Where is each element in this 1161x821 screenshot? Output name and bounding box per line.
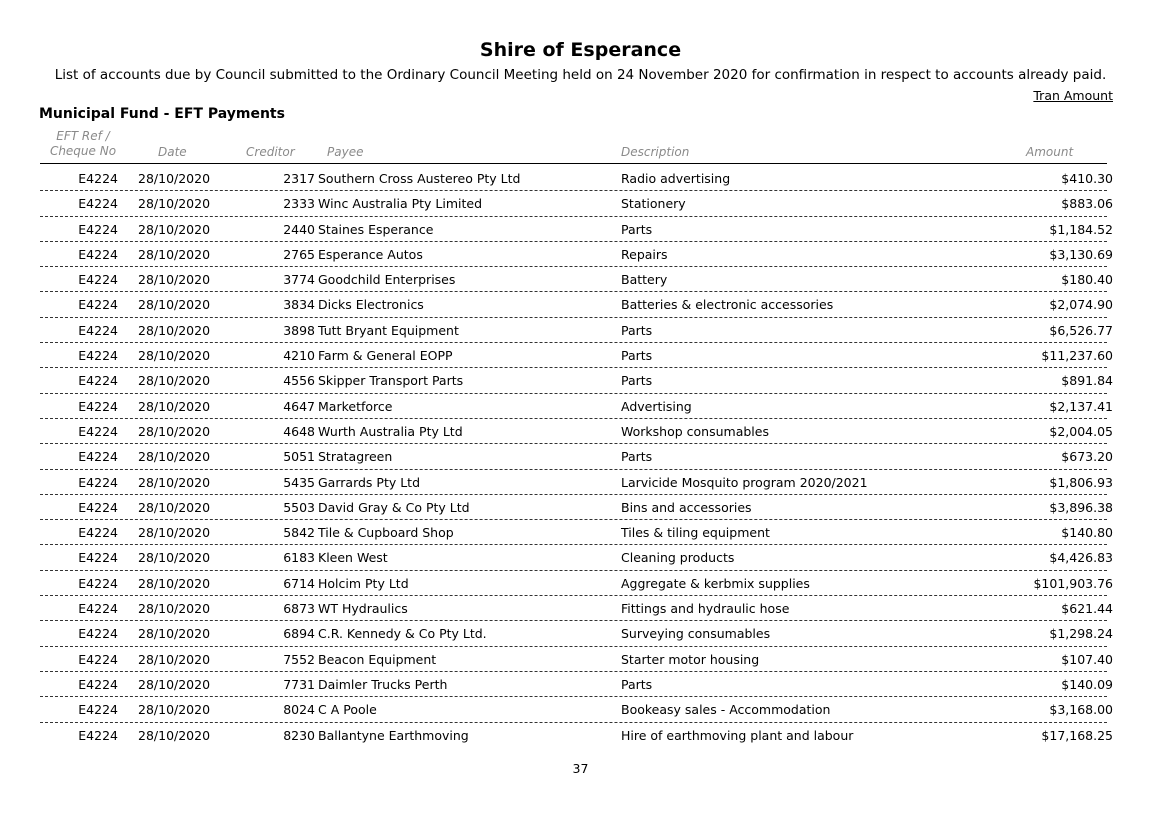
page-title: Shire of Esperance — [479, 39, 682, 61]
row-ref: E4224 — [78, 297, 118, 313]
row-payee: Farm & General EOPP — [318, 348, 453, 364]
table-row — [40, 470, 1114, 495]
row-ref: E4224 — [78, 575, 118, 591]
table-row — [40, 495, 1114, 520]
row-description: Batteries & electronic accessories — [621, 297, 834, 313]
row-creditor: 5051 — [283, 449, 315, 465]
row-date: 28/10/2020 — [138, 246, 211, 262]
row-ref: E4224 — [78, 272, 118, 288]
row-creditor: 6873 — [283, 601, 315, 617]
row-payee: Stratagreen — [318, 449, 393, 465]
row-date: 28/10/2020 — [138, 196, 211, 212]
row-description: Bins and accessories — [621, 499, 752, 515]
table-row — [40, 723, 1114, 748]
row-creditor: 4648 — [283, 423, 315, 439]
row-creditor: 5842 — [283, 525, 315, 541]
row-creditor: 8024 — [283, 702, 315, 718]
row-amount: $1,806.93 — [1049, 474, 1113, 490]
table-row — [40, 672, 1114, 697]
row-amount: $1,184.52 — [1049, 221, 1113, 237]
row-date: 28/10/2020 — [138, 474, 211, 490]
table-row — [40, 444, 1114, 469]
row-date: 28/10/2020 — [138, 651, 211, 667]
table-row — [40, 292, 1114, 317]
row-ref: E4224 — [78, 423, 118, 439]
row-date: 28/10/2020 — [138, 221, 211, 237]
table-row — [40, 343, 1114, 368]
row-date: 28/10/2020 — [138, 499, 211, 515]
row-creditor: 4647 — [283, 398, 315, 414]
row-amount: $1,298.24 — [1049, 626, 1113, 642]
row-description: Starter motor housing — [621, 651, 760, 667]
row-amount: $180.40 — [1061, 272, 1113, 288]
row-date: 28/10/2020 — [138, 322, 211, 338]
row-description: Surveying consumables — [621, 626, 771, 642]
table-row — [40, 647, 1114, 672]
row-payee: Tutt Bryant Equipment — [318, 322, 459, 338]
row-ref: E4224 — [78, 651, 118, 667]
row-amount: $4,426.83 — [1049, 550, 1113, 566]
row-date: 28/10/2020 — [138, 171, 211, 186]
row-ref: E4224 — [78, 550, 118, 566]
row-description: Cleaning products — [621, 550, 735, 566]
row-payee: Tile & Cupboard Shop — [318, 525, 454, 541]
row-amount: $883.06 — [1061, 196, 1113, 212]
row-description: Parts — [621, 322, 653, 338]
row-payee: C.R. Kennedy & Co Pty Ltd. — [318, 626, 487, 642]
row-creditor: 5503 — [283, 499, 315, 515]
row-creditor: 6714 — [283, 575, 315, 591]
row-payee: Beacon Equipment — [318, 651, 437, 667]
row-amount: $101,903.76 — [1033, 575, 1113, 591]
row-amount: $410.30 — [1061, 171, 1113, 186]
row-date: 28/10/2020 — [138, 575, 211, 591]
table-row — [40, 596, 1114, 621]
row-creditor: 4210 — [283, 348, 315, 364]
table-row — [40, 166, 1114, 191]
row-amount: $3,168.00 — [1049, 702, 1113, 718]
row-payee: Skipper Transport Parts — [318, 373, 464, 389]
column-header-date: Date — [158, 145, 187, 159]
payments-table-body — [40, 166, 1114, 748]
row-description: Parts — [621, 348, 653, 364]
row-ref: E4224 — [78, 373, 118, 389]
row-date: 28/10/2020 — [138, 348, 211, 364]
row-ref: E4224 — [78, 171, 118, 186]
row-payee: Kleen West — [318, 550, 388, 566]
row-payee: Winc Australia Pty Limited — [318, 196, 483, 212]
row-payee: David Gray & Co Pty Ltd — [318, 499, 470, 515]
row-date: 28/10/2020 — [138, 297, 211, 313]
column-header-creditor: Creditor — [246, 145, 295, 159]
row-date: 28/10/2020 — [138, 449, 211, 465]
row-description: Radio advertising — [621, 171, 731, 186]
row-creditor: 2440 — [283, 221, 315, 237]
row-payee: Daimler Trucks Perth — [318, 676, 448, 692]
row-creditor: 7552 — [283, 651, 315, 667]
column-header-ref — [40, 129, 126, 159]
tran-amount-label: Tran Amount — [1033, 88, 1113, 103]
row-description: Workshop consumables — [621, 423, 769, 439]
row-payee: Wurth Australia Pty Ltd — [318, 423, 463, 439]
row-amount: $2,074.90 — [1049, 297, 1113, 313]
row-date: 28/10/2020 — [138, 727, 211, 743]
row-ref: E4224 — [78, 727, 118, 743]
row-creditor: 2317 — [283, 171, 315, 186]
row-payee: Marketforce — [318, 398, 393, 414]
row-description: Tiles & tiling equipment — [621, 525, 770, 541]
row-description: Parts — [621, 373, 653, 389]
row-date: 28/10/2020 — [138, 676, 211, 692]
row-payee: Southern Cross Austereo Pty Ltd — [318, 171, 521, 186]
row-description: Advertising — [621, 398, 692, 414]
row-creditor: 2333 — [283, 196, 315, 212]
row-creditor: 2765 — [283, 246, 315, 262]
row-description: Aggregate & kerbmix supplies — [621, 575, 810, 591]
row-payee: Esperance Autos — [318, 246, 423, 262]
header-divider — [40, 163, 1107, 164]
row-ref: E4224 — [78, 322, 118, 338]
row-amount: $2,004.05 — [1049, 423, 1113, 439]
row-creditor: 3774 — [283, 272, 315, 288]
row-ref: E4224 — [78, 474, 118, 490]
row-description: Fittings and hydraulic hose — [621, 601, 790, 617]
page-subtitle: List of accounts due by Council submitted to the Ordinary Council Meeting held on 24 November 2020 for confirmation in respect to accounts already paid. — [54, 67, 1107, 83]
row-amount: $140.09 — [1061, 676, 1113, 692]
row-date: 28/10/2020 — [138, 423, 211, 439]
table-row — [40, 394, 1114, 419]
row-ref: E4224 — [78, 499, 118, 515]
table-row — [40, 191, 1114, 216]
row-description: Battery — [621, 272, 668, 288]
row-date: 28/10/2020 — [138, 626, 211, 642]
row-amount: $6,526.77 — [1049, 322, 1113, 338]
row-date: 28/10/2020 — [138, 550, 211, 566]
table-row — [40, 520, 1114, 545]
table-row — [40, 217, 1114, 242]
row-date: 28/10/2020 — [138, 601, 211, 617]
row-ref: E4224 — [78, 676, 118, 692]
row-date: 28/10/2020 — [138, 398, 211, 414]
row-ref: E4224 — [78, 601, 118, 617]
column-header-ref-line2: Cheque No — [49, 144, 117, 158]
row-description: Bookeasy sales - Accommodation — [621, 702, 831, 718]
row-amount: $3,130.69 — [1049, 246, 1113, 262]
column-header-description: Description — [621, 145, 690, 159]
row-description: Parts — [621, 449, 653, 465]
row-payee: WT Hydraulics — [318, 601, 408, 617]
row-ref: E4224 — [78, 702, 118, 718]
table-row — [40, 242, 1114, 267]
section-title: Municipal Fund - EFT Payments — [39, 106, 285, 122]
row-amount: $891.84 — [1061, 373, 1113, 389]
row-amount: $621.44 — [1061, 601, 1113, 617]
row-creditor: 8230 — [283, 727, 315, 743]
table-row — [40, 318, 1114, 343]
row-ref: E4224 — [78, 246, 118, 262]
row-creditor: 4556 — [283, 373, 315, 389]
row-payee: C A Poole — [318, 702, 377, 718]
row-payee: Holcim Pty Ltd — [318, 575, 409, 591]
table-row — [40, 419, 1114, 444]
row-payee: Ballantyne Earthmoving — [318, 727, 469, 743]
row-amount: $11,237.60 — [1041, 348, 1113, 364]
row-date: 28/10/2020 — [138, 272, 211, 288]
row-description: Parts — [621, 676, 653, 692]
table-row — [40, 267, 1114, 292]
row-date: 28/10/2020 — [138, 373, 211, 389]
row-description: Parts — [621, 221, 653, 237]
column-header-ref-line1: EFT Ref / — [56, 129, 110, 143]
column-header-payee: Payee — [327, 145, 364, 159]
row-ref: E4224 — [78, 626, 118, 642]
row-ref: E4224 — [78, 348, 118, 364]
row-amount: $17,168.25 — [1041, 727, 1113, 743]
row-ref: E4224 — [78, 449, 118, 465]
table-row — [40, 545, 1114, 570]
row-ref: E4224 — [78, 525, 118, 541]
row-description: Repairs — [621, 246, 668, 262]
row-payee: Goodchild Enterprises — [318, 272, 456, 288]
row-payee: Staines Esperance — [318, 221, 434, 237]
row-creditor: 6183 — [283, 550, 315, 566]
row-creditor: 6894 — [283, 626, 315, 642]
row-amount: $2,137.41 — [1049, 398, 1113, 414]
row-payee: Garrards Pty Ltd — [318, 474, 421, 490]
table-row — [40, 621, 1114, 646]
row-description: Stationery — [621, 196, 686, 212]
table-row — [40, 368, 1114, 393]
row-creditor: 3898 — [283, 322, 315, 338]
row-amount: $107.40 — [1061, 651, 1113, 667]
row-amount: $673.20 — [1061, 449, 1113, 465]
row-description: Hire of earthmoving plant and labour — [621, 727, 854, 743]
page-number: 37 — [572, 761, 589, 776]
row-date: 28/10/2020 — [138, 525, 211, 541]
table-row — [40, 571, 1114, 596]
row-amount: $140.80 — [1061, 525, 1113, 541]
row-amount: $3,896.38 — [1049, 499, 1113, 515]
row-creditor: 7731 — [283, 676, 315, 692]
row-ref: E4224 — [78, 398, 118, 414]
row-creditor: 3834 — [283, 297, 315, 313]
row-ref: E4224 — [78, 221, 118, 237]
row-date: 28/10/2020 — [138, 702, 211, 718]
row-ref: E4224 — [78, 196, 118, 212]
table-row — [40, 697, 1114, 722]
row-description: Larvicide Mosquito program 2020/2021 — [621, 474, 868, 490]
row-creditor: 5435 — [283, 474, 315, 490]
row-payee: Dicks Electronics — [318, 297, 424, 313]
column-header-amount: Amount — [1026, 145, 1074, 159]
